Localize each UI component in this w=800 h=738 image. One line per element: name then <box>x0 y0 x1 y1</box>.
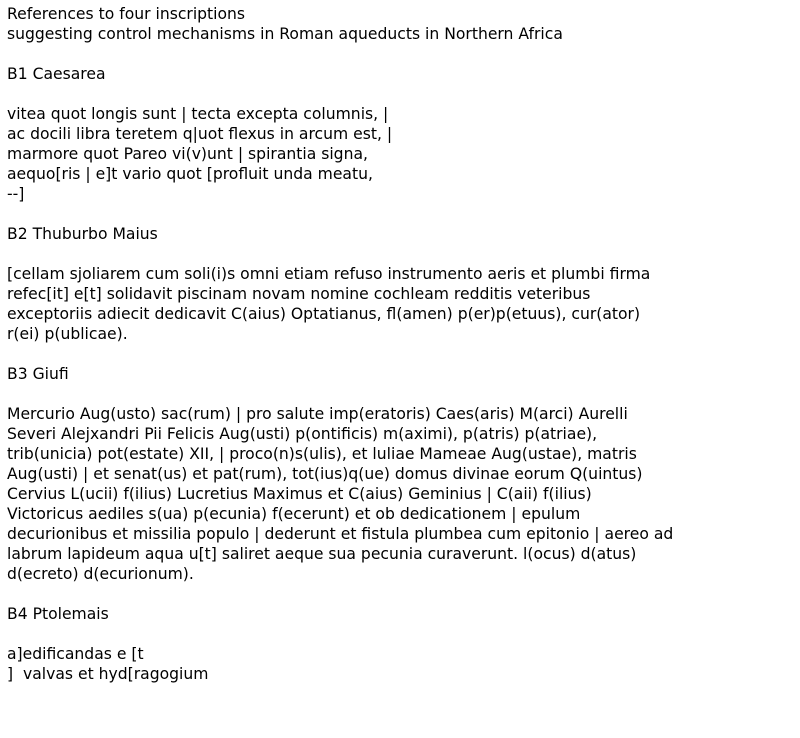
inscription-line: Victoricus aediles s(ua) p(ecunia) f(ecerunt) et ob dedicationem | epulum <box>7 505 581 523</box>
document-title: References to four inscriptions <box>7 5 246 23</box>
inscription-line: Mercurio Aug(usto) sac(rum) | pro salute imp(eratoris) Caes(aris) M(arci) Aurelli <box>7 405 628 423</box>
spacer <box>7 624 797 644</box>
inscription-line: refec[it] e[t] solidavit piscinam novam nomine cochleam redditis veteribus <box>7 285 591 303</box>
inscription-line: r(ei) p(ublicae). <box>7 325 128 343</box>
spacer <box>7 584 797 604</box>
document <box>7 4 797 684</box>
inscription-line: d(ecreto) d(ecurionum). <box>7 565 194 583</box>
inscription-line: --] <box>7 185 25 203</box>
inscription-line: Cervius L(ucii) f(ilius) Lucretius Maximus et C(aius) Geminius | C(aii) f(ilius) <box>7 485 592 503</box>
inscription-line: labrum lapideum aqua u[t] saliret aeque sua pecunia curaverunt. l(ocus) d(atus) <box>7 545 637 563</box>
spacer <box>7 44 797 64</box>
spacer <box>7 344 797 364</box>
section-heading-b2: B2 Thuburbo Maius <box>7 225 158 243</box>
inscription-line: vitea quot longis sunt | tecta excepta columnis, | <box>7 105 389 123</box>
inscription-line: marmore quot Pareo vi(v)unt | spirantia signa, <box>7 145 368 163</box>
spacer <box>7 384 797 404</box>
inscription-line: ac docili libra teretem q|uot flexus in arcum est, | <box>7 125 393 143</box>
inscription-line: exceptoriis adiecit dedicavit C(aius) Optatianus, fl(amen) p(er)p(etuus), cur(ator) <box>7 305 641 323</box>
inscription-line: trib(unicia) pot(estate) XII, | proco(n)s(ulis), et luliae Mameae Aug(ustae), matris <box>7 445 637 463</box>
spacer <box>7 204 797 224</box>
inscription-line: ] valvas et hyd[ragogium <box>7 665 209 683</box>
section-heading-b3: B3 Giufi <box>7 365 69 383</box>
spacer <box>7 244 797 264</box>
inscription-line: decurionibus et missilia populo | dederunt et fistula plumbea cum epitonio | aereo ad <box>7 525 674 543</box>
section-heading-b1: B1 Caesarea <box>7 65 106 83</box>
inscription-line: Aug(usti) | et senat(us) et pat(rum), tot(ius)q(ue) domus divinae eorum Q(uintus) <box>7 465 643 483</box>
section-heading-b4: B4 Ptolemais <box>7 605 109 623</box>
inscription-line: Severi Alejxandri Pii Felicis Aug(usti) p(ontificis) m(aximi), p(atris) p(atriae), <box>7 425 598 443</box>
inscription-line: a]edificandas e [t <box>7 645 144 663</box>
spacer <box>7 84 797 104</box>
inscription-line: aequo[ris | e]t vario quot [profluit unda meatu, <box>7 165 373 183</box>
document-subtitle: suggesting control mechanisms in Roman aqueducts in Northern Africa <box>7 25 563 43</box>
inscription-line: [cellam sjoliarem cum soli(i)s omni etiam refuso instrumento aeris et plumbi firma <box>7 265 651 283</box>
